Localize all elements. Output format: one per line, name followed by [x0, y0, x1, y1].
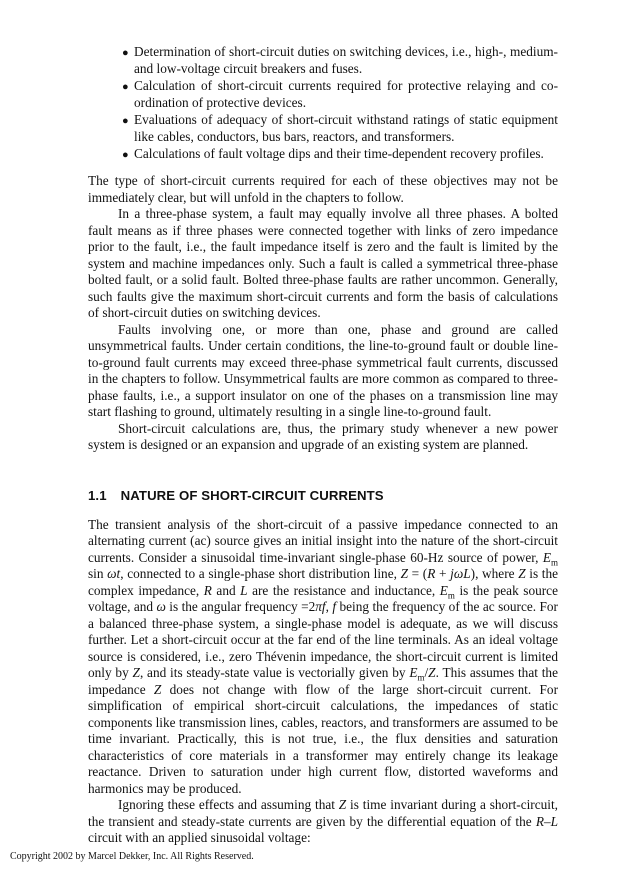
objectives-list: [88, 44, 558, 163]
section-number: 1.1: [88, 487, 107, 503]
list-item: ● Calculation of short-circuit currents required for protective relaying and co-ordination of protective devices.: [122, 78, 558, 110]
list-item: ● Calculations of fault voltage dips and their time-dependent recovery profiles.: [122, 146, 544, 161]
paragraph: The transient analysis of the short-circuit of a passive impedance connected to an alternating current (ac) source gives an initial insight into the nature of the short-circuit currents. Consider a sinusoidal time-invariant single-phase 60-Hz source of power, $E_m$ sin ωt, connected to a single-phase short distribution line, Z = (R + jωL), where Z is the complex impedance, R and L are the resistance and inductance, $E_m$ is the peak source voltage, and ω is the angular frequency =2πf, f being the frequency of the ac source. For a balanced three-phase system, a single-phase model is adequate, as we will discuss further. Let a short-circuit occur at the far end of the line terminals. As an ideal voltage source is considered, i.e., zero Thévenin impedance, the short-circuit current is limited only by Z, and its steady-state value is vectorially given by $E_m/Z$. This assumes that the impedance Z does not change with flow of the large short-circuit current. For simplification of empirical short-circuit calculations, the impedances of static components like transmission lines, cables, reactors, and transformers are assumed to be time invariant. Practically, this is not true, i.e., the flux densities and saturation characteristics of core materials in a transformer may entirely change its leakage reactance. Driven to saturation under high current flow, distorted waveforms and harmonics may be produced.: [88, 516, 559, 796]
bullet-icon: ●: [122, 81, 129, 93]
section-heading: [88, 488, 558, 503]
section-title: NATURE OF SHORT-CIRCUIT CURRENTS: [120, 487, 384, 503]
paragraph: Faults involving one, or more than one, phase and ground are called unsymmetrical faults. Under certain conditions, the line-to-ground fault or double line-to-ground fault currents may exceed three-phase symmetrical fault currents, discussed in the chapters to follow. Unsymmetrical faults are more common as compared to three-phase faults, i.e., a support insulator on one of the phases on a transmission line may start flashing to ground, ultimately resulting in a single line-to-ground fault.: [88, 321, 558, 419]
bullet-icon: ●: [122, 47, 129, 59]
page-content: [88, 44, 558, 847]
paragraph: In a three-phase system, a fault may equally involve all three phases. A bolted fault means as if three phases were connected together with links of zero impedance prior to the fault, i.e., the fault impedance itself is zero and the fault is limited by the system and machine impedances only. Such a fault is called a symmetrical three-phase bolted fault, or a solid fault. Bolted three-phase faults are rather uncommon. Generally, such faults give the maximum short-circuit currents and form the basis of calculations of short-circuit duties on switching devices.: [88, 206, 558, 320]
copyright-footer: Copyright 2002 by Marcel Dekker, Inc. All Rights Reserved.: [10, 851, 254, 862]
bullet-icon: ●: [122, 149, 129, 161]
list-item: ● Evaluations of adequacy of short-circuit withstand ratings of static equipment like cables, conductors, bus bars, reactors, and transformers.: [122, 112, 558, 144]
list-item: ● Determination of short-circuit duties on switching devices, i.e., high-, medium- and low-voltage circuit breakers and fuses.: [122, 44, 558, 76]
paragraph: Short-circuit calculations are, thus, the primary study whenever a new power system is designed or an expansion and upgrade of an existing system are planned.: [88, 420, 558, 452]
bullet-icon: ●: [122, 115, 129, 127]
paragraph: Ignoring these effects and assuming that Z is time invariant during a short-circuit, the transient and steady-state currents are given by the differential equation of the R–L circuit with an applied sinusoidal voltage:: [88, 797, 559, 845]
paragraph: The type of short-circuit currents required for each of these objectives may not be immediately clear, but will unfold in the chapters to follow.: [88, 173, 558, 205]
